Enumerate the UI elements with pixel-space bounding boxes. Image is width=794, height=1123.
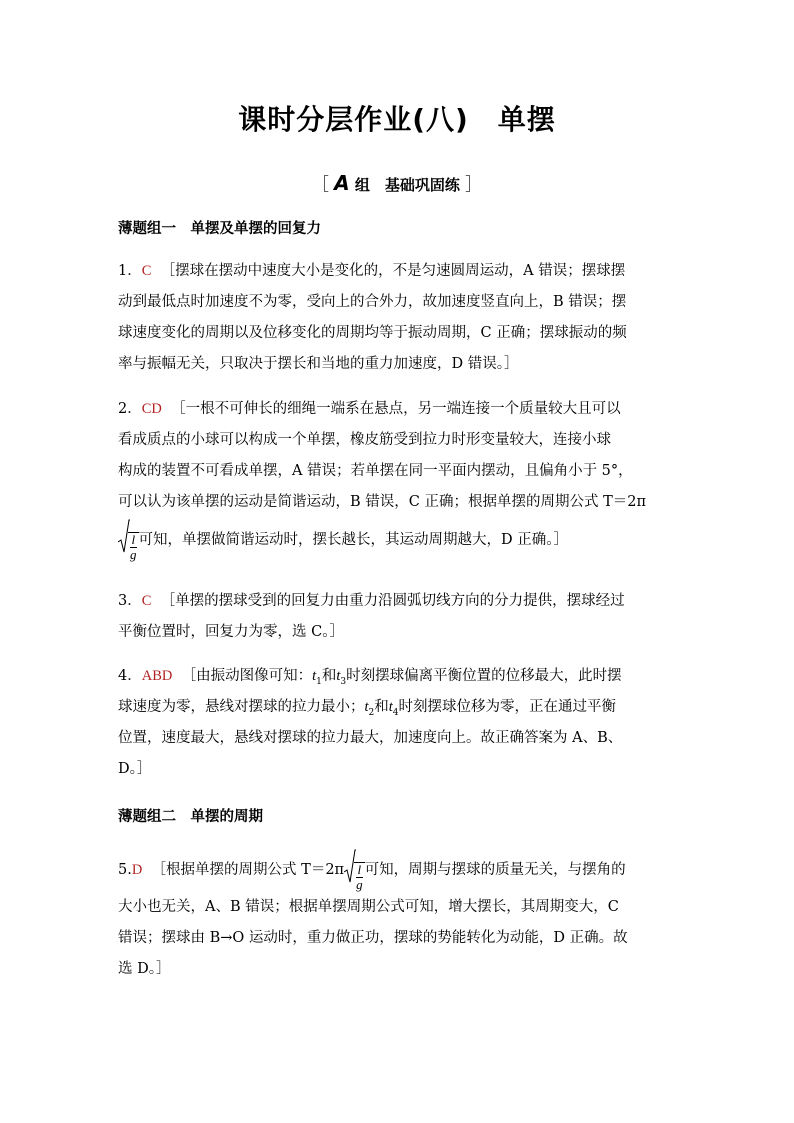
explanation-line: ［单摆的摆球受到的回复力由重力沿圆弧切线方向的分力提供，摆球经过 — [160, 593, 625, 609]
fraction-denominator: g — [130, 547, 137, 562]
explanation-line: 看成质点的小球可以构成一个单摆，橡皮筋受到拉力时形变量较大，连接小球 — [118, 432, 611, 448]
answer-key: D — [131, 862, 143, 878]
explanation-line: 可知，单摆做简谐运动时，摆长越长，其运动周期越大，D 正确。］ — [138, 532, 568, 548]
subscript: 3 — [340, 676, 347, 687]
question-5 — [118, 848, 678, 985]
question-number: 4． — [118, 668, 142, 684]
var-t: t — [312, 668, 317, 684]
explanation-line: ［摆球在摆动中速度大小是变化的，不是匀速圆周运动，A 错误；摆球摆 — [160, 263, 626, 279]
question-number: 3． — [118, 593, 142, 609]
explanation-line: 可以认为该单摆的运动是简谐运动，B 错误，C 正确；根据单摆的周期公式 T＝2π — [118, 494, 647, 510]
explanation-line: 平衡位置时，回复力为零，选 C。］ — [118, 624, 344, 640]
var-t: t — [388, 699, 393, 715]
question-number: 5. — [118, 862, 132, 878]
explanation-line: 选 D。］ — [118, 961, 171, 977]
subscript: 1 — [316, 676, 322, 687]
sqrt-formula — [118, 518, 139, 562]
explanation-text: ［根据单摆的周期公式 T＝2π — [151, 862, 345, 878]
explanation-text: 可知，周期与摆球的质量无关，与摆角的 — [364, 862, 626, 878]
explanation-line: 动到最低点时加速度不为零，受向上的合外力，故加速度竖直向上，B 错误；摆 — [118, 294, 627, 310]
question-1 — [118, 256, 678, 380]
answer-key: CD — [141, 401, 162, 417]
fraction-denominator: g — [356, 877, 363, 892]
answer-key: C — [141, 593, 152, 609]
group-heading — [0, 170, 794, 195]
explanation-text: ［由振动图像可知： — [181, 668, 313, 684]
answer-key: C — [141, 263, 152, 279]
explanation-line: 球速度变化的周期以及位移变化的周期均等于振动周期，C 正确；摆球振动的频 — [118, 325, 627, 341]
question-2 — [118, 394, 678, 562]
group-letter: A — [334, 171, 350, 195]
question-number: 1． — [118, 263, 142, 279]
subscript: 2 — [368, 707, 375, 718]
explanation-line: 构成的装置不可看成单摆，A 错误；若单摆在同一平面内摆动，且偏角小于 5°， — [118, 463, 633, 479]
sqrt-formula — [344, 848, 365, 892]
explanation-line: 大小也无关，A、B 错误；根据单摆周期公式可知，增大摆长，其周期变大，C — [118, 899, 619, 915]
answer-key: ABD — [141, 668, 173, 684]
explanation-line: 位置，速度最大，悬线对摆球的拉力最大，加速度向上。故正确答案为 A、B、 — [118, 730, 623, 746]
section-heading-1: 薄题组一 单摆及单摆的回复力 — [118, 221, 321, 237]
explanation-text: 时刻摆球位移为零，正在通过平衡 — [398, 699, 617, 715]
var-t: t — [336, 668, 341, 684]
fraction-numerator: l — [131, 532, 136, 547]
explanation-line: D。］ — [118, 761, 152, 777]
var-t: t — [364, 699, 369, 715]
question-3 — [118, 586, 678, 648]
group-label: 组 基础巩固练 — [354, 176, 460, 194]
bracket-open: ［ — [311, 175, 329, 195]
question-number: 2． — [118, 401, 142, 417]
explanation-text: 和 — [321, 668, 337, 684]
explanation-line: 错误；摆球由 B→O 运动时，重力做正功，摆球的势能转化为动能，D 正确。故 — [118, 930, 628, 946]
page-title: 课时分层作业(八) 单摆 — [238, 103, 556, 136]
fraction-numerator: l — [357, 862, 362, 877]
explanation-line: 率与振幅无关，只取决于摆长和当地的重力加速度，D 错误。］ — [118, 356, 519, 372]
explanation-line: ［一根不可伸长的细绳一端系在悬点，另一端连接一个质量较大且可以 — [171, 401, 621, 417]
explanation-text: 时刻摆球偏离平衡位置的位移最大，此时摆 — [346, 668, 622, 684]
question-4 — [118, 661, 678, 785]
bracket-close: ］ — [465, 175, 483, 195]
section-heading-2: 薄题组二 单摆的周期 — [118, 809, 263, 825]
subscript: 4 — [392, 707, 399, 718]
explanation-text: 和 — [374, 699, 389, 715]
explanation-text: 球速度为零，悬线对摆球的拉力最小； — [118, 699, 365, 715]
